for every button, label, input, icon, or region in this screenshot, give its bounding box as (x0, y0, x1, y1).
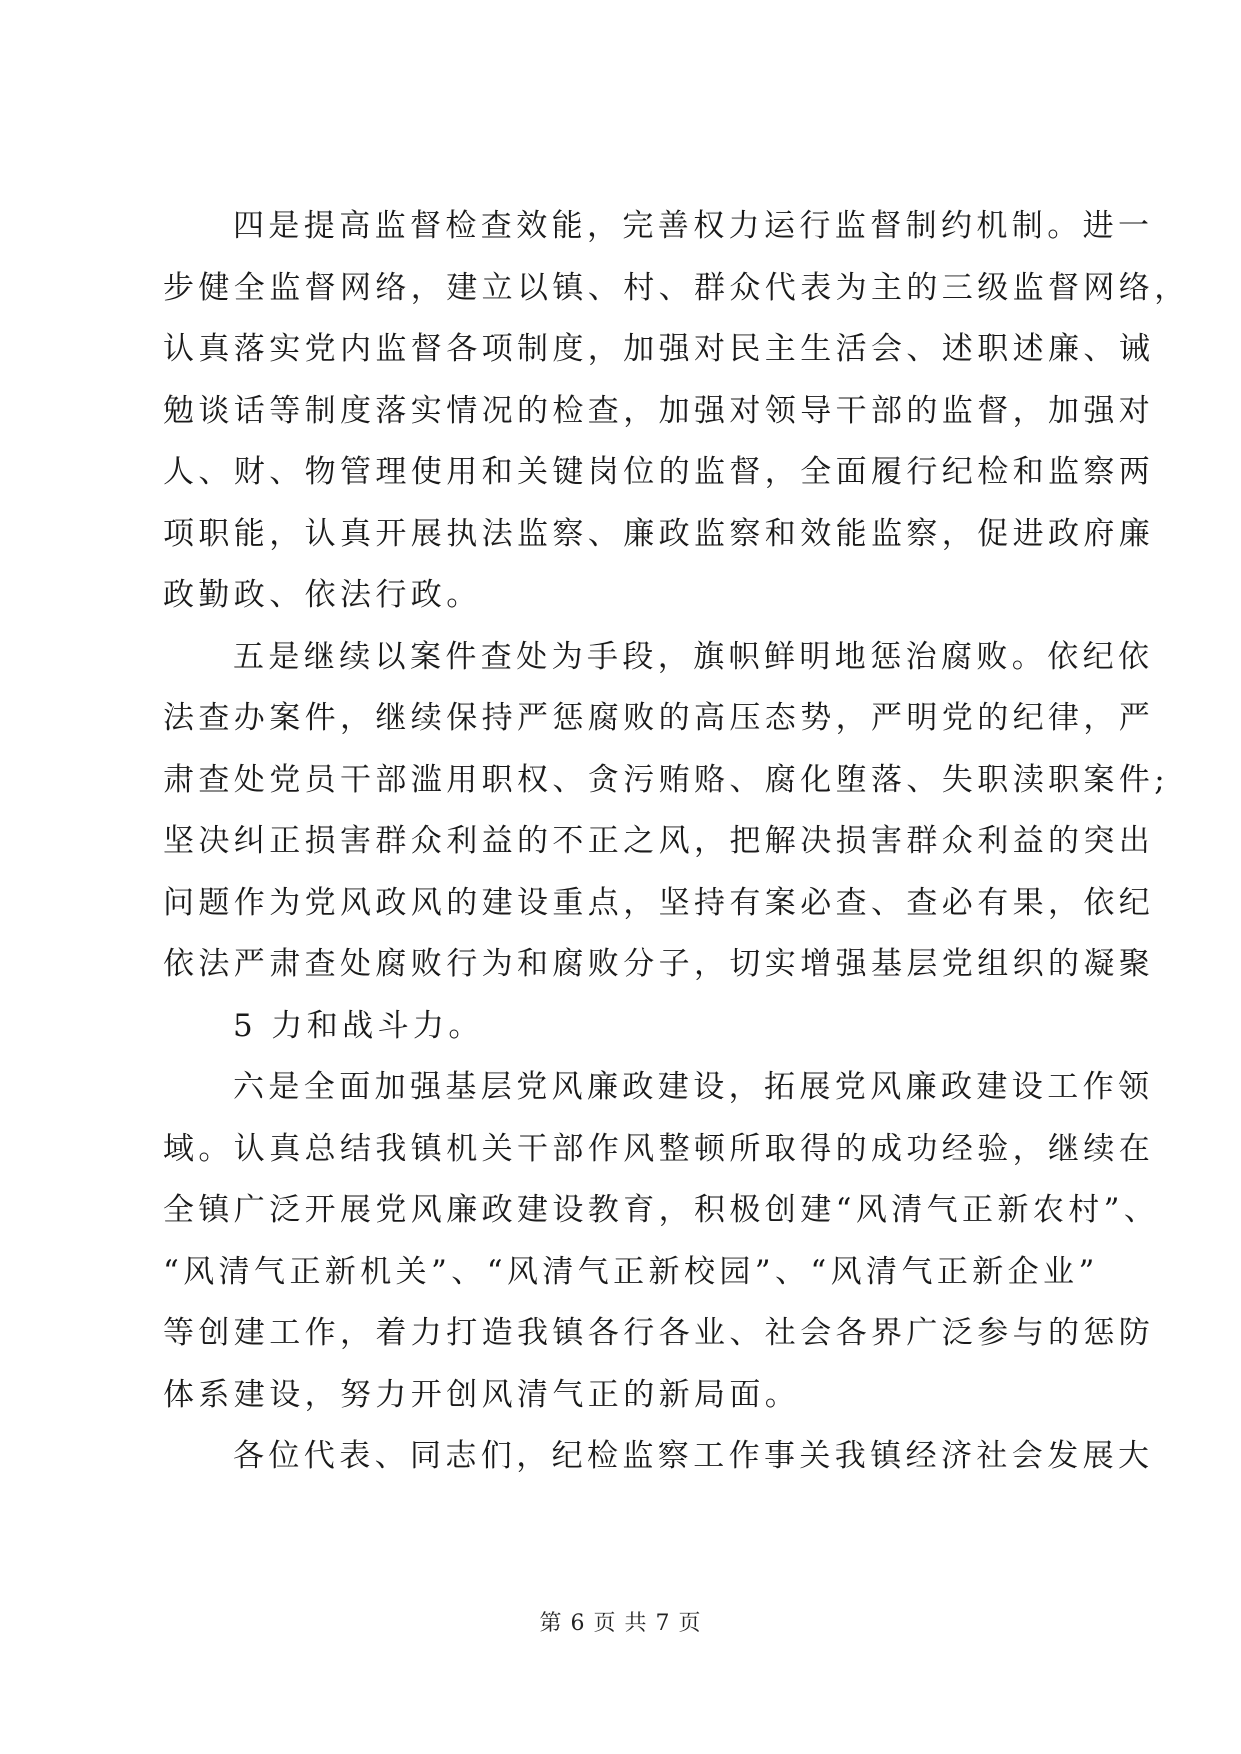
paragraph-5-line-5: 问题作为党风政风的建设重点，坚持有案必查、查必有果，依纪 (163, 884, 1155, 921)
paragraph-5-line-3: 肃查处党员干部滥用职权、贪污贿赂、腐化堕落、失职渎职案件; (163, 761, 1170, 798)
paragraph-5-line-6: 依法严肃查处腐败行为和腐败分子，切实增强基层党组织的凝聚 (163, 946, 1155, 982)
paragraph-4-line-3: 认真落实党内监督各项制度，加强对民主生活会、述职述廉、诫 (163, 331, 1155, 367)
paragraph-6-line-5: 等创建工作，着力打造我镇各行各业、社会各界广泛参与的惩防 (163, 1315, 1155, 1351)
paragraph-4-line-1: 四是提高监督检查效能，完善权力运行监督制约机制。进一 (233, 208, 1154, 244)
paragraph-6-line-6: 体系建设，努力开创风清气正的新局面。 (163, 1376, 801, 1413)
page-number-footer: 第 6 页 共 7 页 (539, 1611, 702, 1636)
paragraph-6-line-1: 六是全面加强基层党风廉政建设，拓展党风廉政建设工作领 (233, 1069, 1154, 1105)
paragraph-4-line-4: 勉谈话等制度落实情况的检查，加强对领导干部的监督，加强对 (163, 392, 1155, 429)
paragraph-5-line-4: 坚决纠正损害群众利益的不正之风，把解决损害群众利益的突出 (163, 823, 1155, 859)
paragraph-5-line-2: 法查办案件，继续保持严惩腐败的高压态势，严明党的纪律，严 (163, 700, 1155, 736)
paragraph-4-line-7: 政勤政、依法行政。 (163, 577, 482, 613)
paragraph-4-line-6: 项职能，认真开展执法监察、廉政监察和效能监察，促进政府廉 (163, 515, 1155, 552)
paragraph-7-line-1: 各位代表、同志们，纪检监察工作事关我镇经济社会发展大 (233, 1438, 1154, 1474)
paragraph-4-line-5: 人、财、物管理使用和关键岗位的监督，全面履行纪检和监察两 (163, 454, 1155, 490)
paragraph-4-line-2: 步健全监督网络，建立以镇、村、群众代表为主的三级监督网络， (163, 269, 1190, 306)
paragraph-6-line-4: “风清气正新机关”、“风清气正新校园”、“风清气正新企业” (163, 1253, 1099, 1290)
paragraph-5-line-7: 5 力和战斗力。 (233, 1007, 484, 1044)
paragraph-6-line-3: 全镇广泛开展党风廉政建设教育，积极创建“风清气正新农村”、 (163, 1192, 1160, 1228)
document-body (163, 196, 1190, 1488)
paragraph-6-line-2: 域。认真总结我镇机关干部作风整顿所取得的成功经验，继续在 (163, 1130, 1155, 1167)
paragraph-5-line-1: 五是继续以案件查处为手段，旗帜鲜明地惩治腐败。依纪依 (233, 638, 1154, 675)
